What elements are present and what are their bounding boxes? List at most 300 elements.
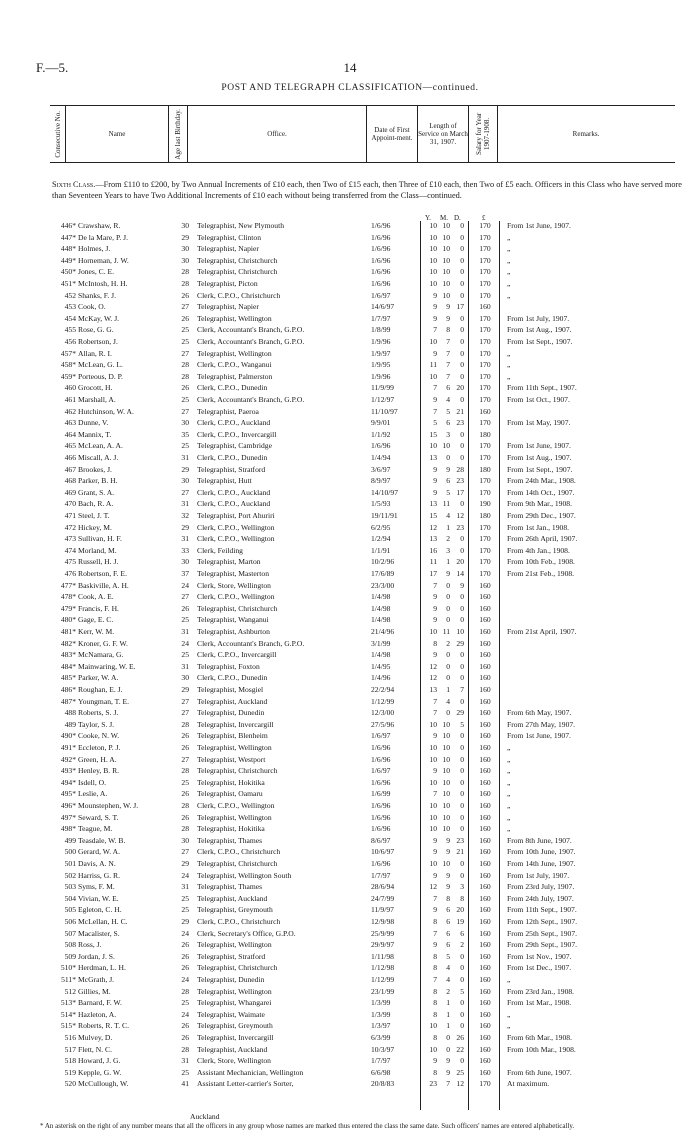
officer-age: 31 [181,661,189,671]
salary: 160 [479,708,491,718]
officer-name: Miscall, A. J. [78,453,119,462]
appointment-date: 1/9/96 [371,371,391,381]
salary: 160 [479,835,491,845]
officer-office: Clerk, Secretary's Office, G.P.O. [197,928,296,938]
appointment-date: 1/12/97 [371,395,395,404]
table-row [0,905,700,916]
row-number: 483* [60,650,76,660]
appointment-date: 8/6/97 [371,835,391,845]
service-days: 28 [456,464,464,474]
officer-name: Gage, E. C. [78,615,114,625]
service-years: 13 [429,685,437,694]
appointment-date: 1/6/96 [371,743,391,752]
table-row [0,720,700,731]
officer-age: 30 [181,221,189,230]
remarks: „ [507,812,511,822]
appointment-date: 6/2/95 [371,522,391,532]
service-years: 9 [433,302,437,312]
service-years: 7 [433,928,437,938]
appointment-date: 1/6/96 [371,232,391,242]
officer-office: Telegraphist, Wellington [197,743,272,752]
service-months: 10 [442,812,450,822]
officer-age: 25 [181,1067,189,1077]
service-years: 10 [429,267,437,277]
table-row [0,534,700,545]
remarks: „ [507,1009,511,1019]
officer-office: Clerk, C.P.O., Wellington [197,534,275,544]
service-years: 13 [429,534,437,544]
salary: 160 [479,801,491,810]
appointment-date: 29/9/97 [371,940,395,950]
appointment-date: 28/6/94 [371,882,395,892]
officer-office: Telegraphist, Palmerston [197,371,273,381]
service-days: 3 [460,882,464,892]
salary: 170 [479,279,491,288]
table-row [0,627,700,638]
officer-office: Clerk, Store, Wellington [197,1056,271,1066]
service-years: 9 [433,905,437,915]
service-months: 10 [442,267,450,277]
row-number: 471 [64,511,76,520]
table-row [0,755,700,766]
row-number: 503 [64,882,76,892]
service-months: 6 [446,476,450,486]
salary: 170 [479,557,491,567]
officer-office: Telegraphist, Foxton [197,661,260,671]
appointment-date: 3/6/97 [371,464,391,474]
service-days: 0 [460,673,464,683]
salary: 160 [479,1044,491,1054]
remarks: From 29th Dec., 1907. [507,511,576,520]
officer-age: 28 [181,986,189,996]
table-row [0,604,700,615]
header-name: Name [66,106,169,162]
service-months: 5 [446,487,450,497]
table-row [0,372,700,383]
table-row [0,697,700,708]
row-number: 464 [64,429,76,439]
officer-age: 27 [181,708,189,718]
service-years: 9 [433,592,437,602]
officer-office: Telegraphist, Christchurch [197,255,278,265]
table-row [0,1010,700,1021]
service-days: 0 [460,963,464,973]
officer-age: 29 [181,232,189,242]
appointment-date: 27/5/96 [371,719,395,729]
service-days: 6 [460,928,464,938]
remarks: From 1st Aug., 1907. [507,453,572,462]
service-years: 7 [433,383,437,393]
remarks: „ [507,824,511,834]
appointment-date: 1/6/96 [371,244,391,254]
row-number: 447* [60,232,76,242]
table-row [0,349,700,360]
row-number: 487* [60,696,76,706]
service-days: 0 [460,650,464,660]
officer-name: Taylor, S. J. [78,719,115,729]
appointment-date: 1/6/96 [371,812,391,822]
service-days: 5 [460,986,464,996]
table-row [0,766,700,777]
officer-age: 30 [181,418,189,428]
salary: 170 [479,244,491,254]
officer-name: Teague, M. [78,824,113,834]
appointment-date: 6/6/98 [371,1067,391,1077]
service-years: 9 [433,476,437,486]
remarks: From 6th June, 1907. [507,1067,572,1077]
table-row [0,511,700,522]
remarks: From 14th Oct., 1907. [507,487,575,497]
table-row [0,546,700,557]
service-years: 7 [433,325,437,335]
office-continuation: Auckland [190,1112,220,1121]
appointment-date: 1/12/99 [371,696,395,706]
table-row [0,233,700,244]
appointment-date: 10/6/97 [371,847,395,857]
table-row [0,1045,700,1056]
officer-age: 24 [181,1009,189,1019]
row-number: 480* [60,615,76,625]
appointment-date: 12/3/00 [371,708,395,718]
officer-age: 30 [181,673,189,683]
row-number: 484* [60,661,76,671]
salary: 170 [479,221,491,230]
appointment-date: 1/11/98 [371,951,394,961]
appointment-date: 1/6/96 [371,279,391,288]
document-reference: F.—5. [36,60,69,75]
remarks: „ [507,777,511,787]
table-row [0,592,700,603]
table-row [0,1033,700,1044]
salary: 160 [479,580,491,590]
service-days: 0 [460,221,464,230]
officer-name: Sullivan, H. F. [78,534,122,544]
salary: 160 [479,975,491,984]
row-number: 481* [60,627,76,636]
table-row [0,801,700,812]
appointment-date: 11/10/97 [371,406,398,416]
officer-age: 27 [181,696,189,706]
officer-office: Telegraphist, Stratford [197,951,266,961]
salary: 160 [479,789,491,799]
row-number: 451* [60,279,76,288]
row-number: 496* [60,801,76,810]
service-years: 9 [433,395,437,404]
officer-name: McLean, G. L. [78,360,123,370]
remarks: From 25th Sept., 1907. [507,928,578,938]
table-row [0,847,700,858]
service-days: 0 [460,325,464,335]
service-years: 11 [429,557,437,567]
service-months: 4 [446,963,450,973]
service-months: 10 [442,801,450,810]
salary: 160 [479,882,491,892]
officer-office: Clerk, Accountant's Branch, G.P.O. [197,337,305,346]
service-years: 9 [433,835,437,845]
officer-name: Rose, G. G. [78,325,114,335]
officer-office: Telegraphist, Christchurch [197,766,278,776]
service-days: 0 [460,824,464,834]
salary: 170 [479,545,491,555]
officer-name: Hazleton, A. [78,1009,117,1019]
header-office: Office. [188,106,367,162]
service-months: 0 [446,650,450,660]
officer-name: Teasdale, W. B. [78,835,126,845]
row-number: 460 [64,383,76,393]
row-number: 468 [64,476,76,486]
salary: 160 [479,812,491,822]
service-years: 11 [429,360,437,370]
header-salary: Salary for Year 1907-1908. [469,106,498,162]
remarks: „ [507,754,511,764]
row-number: 505 [64,905,76,915]
table-row [0,465,700,476]
service-years: 7 [433,580,437,590]
officer-name: Roberts, S. J. [78,708,119,718]
appointment-date: 6/3/99 [371,1033,391,1042]
appointment-date: 1/4/96 [371,673,391,683]
service-months: 10 [442,232,450,242]
officer-office: Telegraphist, Wellington [197,940,272,950]
salary: 170 [479,360,491,370]
remarks: From 1st June, 1907. [507,221,571,230]
table-row [0,987,700,998]
service-days: 0 [460,244,464,254]
officer-name: Green, H. A. [78,754,117,764]
salary: 170 [479,255,491,265]
remarks: From 12th Sept., 1907. [507,917,578,926]
row-number: 507 [64,928,76,938]
service-months: 10 [442,789,450,799]
service-months: 3 [446,545,450,555]
remarks: From 1st Mar., 1908. [507,998,572,1008]
row-number: 456 [64,337,76,346]
service-years: 9 [433,464,437,474]
service-months: 7 [446,1079,450,1089]
officer-office: Telegraphist, Port Ahuriri [197,511,275,520]
service-months: 7 [446,348,450,358]
officer-office: Telegraphist, Mosgiel [197,685,264,694]
row-number: 448* [60,244,76,254]
service-years: 8 [433,951,437,961]
officer-office: Clerk, C.P.O., Christchurch [197,290,281,300]
service-days: 0 [460,592,464,602]
remarks: From 24th July, 1907. [507,893,574,903]
officer-age: 41 [181,1079,189,1089]
appointment-date: 17/6/89 [371,569,395,578]
service-days: 29 [456,708,464,718]
salary: 170 [479,313,491,323]
officer-office: Clerk, Accountant's Branch, G.P.O. [197,325,305,335]
appointment-date: 1/6/96 [371,441,391,451]
officer-office: Telegraphist, Napier [197,302,259,312]
officer-office: Clerk, C.P.O., Wellington [197,522,275,532]
officer-name: Parker, W. A. [78,673,119,683]
appointment-date: 1/4/95 [371,661,391,671]
service-years: 10 [429,1021,437,1031]
service-months: 11 [442,627,450,636]
service-months: 6 [446,928,450,938]
officer-name: Marshall, A. [78,395,116,404]
row-number: 457* [60,348,76,358]
service-years: 10 [429,801,437,810]
row-number: 488 [64,708,76,718]
officer-office: Telegraphist, Auckland [197,1044,268,1054]
salary: 170 [479,325,491,335]
officer-age: 25 [181,893,189,903]
officer-name: Harriss, G. R. [78,870,120,880]
service-days: 0 [460,1021,464,1031]
appointment-date: 1/3/97 [371,1021,391,1031]
remarks: From 1st June, 1907. [507,731,571,741]
salary: 160 [479,685,491,694]
service-months: 9 [446,882,450,892]
officer-office: Telegraphist, Wellington [197,812,272,822]
officer-age: 25 [181,650,189,660]
table-row [0,256,700,267]
service-months: 8 [446,893,450,903]
officer-age: 27 [181,406,189,416]
officer-name: Kroner, G. F. W. [78,638,128,648]
service-months: 0 [446,580,450,590]
remarks: „ [507,279,511,288]
table-row [0,824,700,835]
officer-age: 25 [181,441,189,451]
remarks: At maximum. [507,1079,550,1089]
officer-office: Telegraphist, Auckland [197,893,268,903]
remarks: From 1st June, 1907. [507,441,571,451]
service-days: 21 [456,406,464,416]
officer-office: Telegraphist, Hutt [197,476,252,486]
officer-office: Clerk, Store, Wellington [197,580,271,590]
service-months: 9 [446,1067,450,1077]
appointment-date: 1/12/99 [371,975,395,984]
officer-name: Syms, F. M. [78,882,115,892]
appointment-date: 1/6/96 [371,801,391,810]
service-months: 6 [446,917,450,926]
officer-name: Dunne, V. [78,418,109,428]
salary: 170 [479,337,491,346]
row-number: 490* [60,731,76,741]
table-row [0,418,700,429]
row-number: 473 [64,534,76,544]
service-days: 19 [456,917,464,926]
remarks: „ [507,244,511,254]
officer-name: Isdell, O. [78,777,107,787]
service-months: 0 [446,592,450,602]
appointment-date: 20/8/83 [371,1079,395,1089]
officer-name: Mannix, T. [78,429,112,439]
service-days: 0 [460,731,464,741]
officer-name: Porteous, D. P. [78,371,123,381]
officer-office: Telegraphist, Wellington South [197,870,292,880]
remarks: From 21st April, 1907. [507,627,577,636]
service-months: 10 [442,290,450,300]
appointment-date: 14/10/97 [371,487,399,497]
salary: 160 [479,998,491,1008]
service-years: 12 [429,673,437,683]
salary: 160 [479,615,491,625]
service-days: 20 [456,905,464,915]
row-number: 450* [60,267,76,277]
officer-office: Telegraphist, Wellington [197,348,272,358]
service-days: 7 [460,685,464,694]
appointment-date: 1/4/98 [371,592,391,602]
officer-name: McLellan, H. C. [78,917,128,926]
remarks: From 26th April, 1907. [507,534,578,544]
officer-age: 31 [181,1056,189,1066]
service-days: 0 [460,743,464,752]
officer-office: Telegraphist, Wellington [197,313,272,323]
service-days: 22 [456,1044,464,1054]
remarks: From 1st Aug., 1907. [507,325,572,335]
table-row [0,360,700,371]
officer-age: 26 [181,963,189,973]
remarks: From 1st May, 1907. [507,418,571,428]
service-months: 4 [446,696,450,706]
service-months: 5 [446,406,450,416]
service-years: 10 [429,859,437,868]
table-row [0,940,700,951]
service-days: 9 [460,580,464,590]
officer-age: 27 [181,348,189,358]
officer-name: De la Mare, P. J. [78,232,128,242]
table-row [0,1021,700,1032]
service-months: 2 [446,638,450,648]
service-days: 0 [460,290,464,300]
table-row [0,441,700,452]
header-date: Date of First Appoint-ment. [367,106,418,162]
officer-office: Telegraphist, Greymouth [197,905,273,915]
officer-name: Leslie, A. [78,789,108,799]
service-years: 9 [433,487,437,497]
officer-name: Herdman, L. H. [78,963,126,973]
table-row [0,859,700,870]
service-months: 10 [442,279,450,288]
officer-age: 30 [181,557,189,567]
salary: 170 [479,371,491,381]
officer-office: Clerk, C.P.O., Auckland [197,499,271,509]
appointment-date: 1/9/97 [371,348,391,358]
appointment-date: 1/6/97 [371,766,391,776]
officer-age: 28 [181,360,189,370]
officer-name: Hickey, M. [78,522,112,532]
remarks: „ [507,975,511,984]
service-months: 11 [442,499,450,509]
row-number: 449* [60,255,76,265]
service-days: 0 [460,545,464,555]
officer-office: Telegraphist, Hokitika [197,777,265,787]
appointment-date: 1/6/97 [371,731,391,741]
service-years: 23 [429,1079,437,1089]
officer-age: 28 [181,766,189,776]
row-number: 515* [60,1021,76,1031]
officer-age: 30 [181,835,189,845]
salary: 170 [479,487,491,497]
table-row [0,650,700,661]
service-days: 0 [460,951,464,961]
service-months: 4 [446,511,450,520]
table-row [0,778,700,789]
remarks: From 1st July, 1907. [507,313,570,323]
service-years: 7 [433,789,437,799]
officer-name: Mounstephen, W. J. [78,801,139,810]
table-row [0,871,700,882]
service-months: 10 [442,824,450,834]
salary: 180 [479,429,491,439]
table-row [0,430,700,441]
service-days: 0 [460,279,464,288]
